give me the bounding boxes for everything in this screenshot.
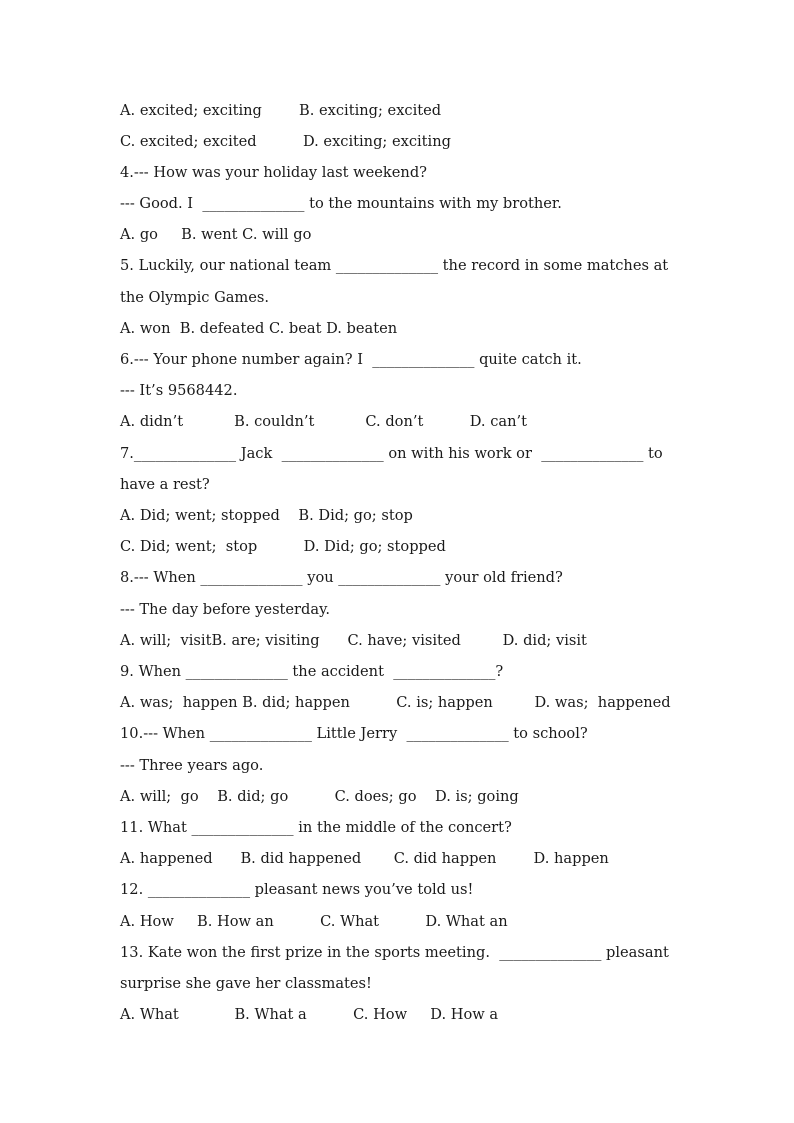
line-23: A. will; go B. did; go C. does; go D. is; going [120,788,519,805]
line-1: A. excited; exciting B. exciting; excited [120,102,442,119]
line-18: A. will; visitB. are; visiting C. have; visited D. did; visit [120,632,587,649]
line-14: A. Did; went; stopped B. Did; go; stop [120,507,413,524]
line-27: A. How B. How an C. What D. What an [120,913,508,930]
line-6: 5. Luckily, our national team ______________ the record in some matches at [120,257,669,274]
line-20: A. was; happen B. did; happen C. is; happen D. was; happened [120,694,671,711]
line-30: A. What B. What a C. How D. How a [120,1006,499,1023]
line-28: 13. Kate won the first prize in the sports meeting. ______________ pleasant [120,944,669,961]
line-5: A. go B. went C. will go [120,226,312,243]
line-4: --- Good. I ______________ to the mountains with my brother. [120,195,562,212]
line-2: C. excited; excited D. exciting; exciting [120,133,451,150]
line-9: 6.--- Your phone number again? I ______________ quite catch it. [120,351,582,368]
line-21: 10.--- When ______________ Little Jerry ______________ to school? [120,725,588,742]
line-8: A. won B. defeated C. beat D. beaten [120,320,398,337]
line-26: 12. ______________ pleasant news you’ve told us! [120,881,474,898]
line-17: --- The day before yesterday. [120,601,331,618]
line-3: 4.--- How was your holiday last weekend? [120,164,427,181]
line-7: the Olympic Games. [120,289,270,306]
line-19: 9. When ______________ the accident ______________? [120,663,504,680]
line-24: 11. What ______________ in the middle of the concert? [120,819,512,836]
line-25: A. happened B. did happened C. did happen D. happen [120,850,609,867]
line-13: have a rest? [120,476,210,493]
line-15: C. Did; went; stop D. Did; go; stopped [120,538,446,555]
line-10: --- It’s 9568442. [120,382,238,399]
line-11: A. didn’t B. couldn’t C. don’t D. can’t [120,413,527,430]
line-29: surprise she gave her classmates! [120,975,372,992]
line-12: 7.______________ Jack ______________ on with his work or ______________ to [120,445,663,462]
line-16: 8.--- When ______________ you ______________ your old friend? [120,569,563,586]
line-22: --- Three years ago. [120,757,264,774]
